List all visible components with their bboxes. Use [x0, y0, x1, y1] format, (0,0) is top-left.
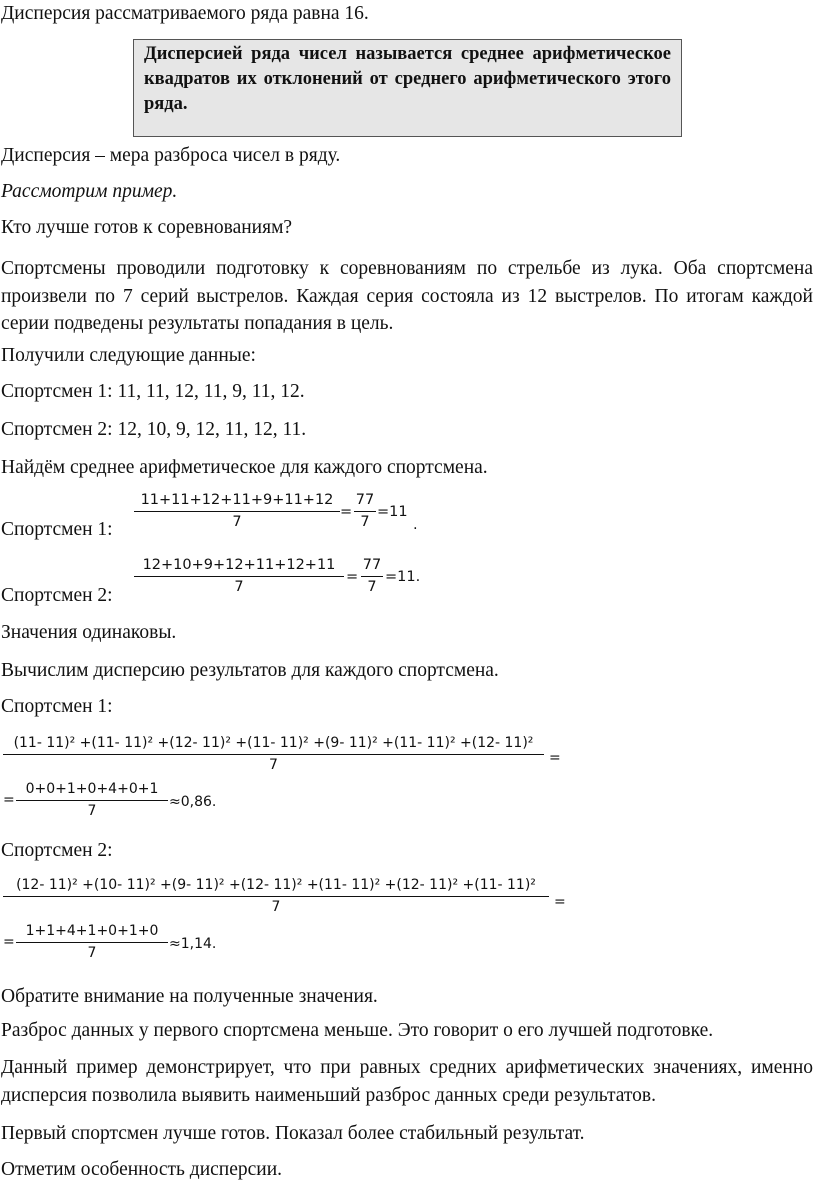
fraction-bar — [134, 511, 340, 512]
mean1-result: =11 — [377, 504, 408, 520]
fraction-bar — [3, 896, 549, 897]
fraction-bar — [134, 576, 344, 577]
paragraph: Кто лучше готов к соревнованиям? — [1, 217, 293, 238]
definition-text: Дисперсией ряда чисел называется среднее арифметическое квадратов их отклонений от среднего арифметического этого ряда. — [144, 44, 671, 114]
mean2-denominator: 7 — [234, 579, 244, 596]
numerator: 0+0+1+0+4+0+1 — [25, 781, 159, 797]
numerator: 1+1+4+1+0+1+0 — [25, 923, 159, 939]
fraction-bar — [361, 576, 383, 577]
fraction-bar — [354, 511, 376, 512]
paragraph: Данный пример демонстрирует, что при равных средних арифметических значениях, именно дисперсия позволила выявить наименьший разброс данных среди результатов. — [1, 1057, 813, 1106]
paragraph: Отметим особенность дисперсии. — [1, 1159, 283, 1180]
numerator: 77 — [355, 492, 375, 508]
example-heading: Рассмотрим пример. — [1, 181, 178, 202]
period: . — [413, 517, 418, 533]
mean1-fraction-2 — [354, 491, 376, 531]
data-line-athlete-2: Спортсмен 2: 12, 10, 9, 12, 11, 12, 11. — [1, 419, 307, 440]
mean1-fraction — [134, 491, 340, 531]
paragraph: Дисперсия – мера разброса чисел в ряду. — [1, 145, 341, 166]
definition-box — [133, 39, 682, 137]
paragraph: Значения одинаковы. — [1, 622, 177, 643]
equals-sign: = — [346, 569, 359, 585]
fraction-bar — [16, 800, 168, 801]
denominator: 7 — [367, 579, 377, 596]
label-athlete-2: Спортсмен 2: — [1, 840, 113, 861]
label-athlete-1: Спортсмен 1: — [1, 519, 113, 540]
variance1-numerator: (11- 11)² +(11- 11)² +(12- 11)² +(11- 11)² +(9- 11)² +(11- 11)² +(12- 11)² — [13, 735, 534, 751]
label-athlete-1: Спортсмен 1: — [1, 696, 113, 717]
numerator: 77 — [362, 557, 382, 573]
fraction-bar — [3, 754, 544, 755]
variance2-result: ≈1,14. — [169, 936, 217, 952]
equals-sign: = — [3, 792, 15, 808]
paragraph: Обратите внимание на полученные значения. — [1, 986, 378, 1007]
paragraph: Вычислим дисперсию результатов для каждого спортсмена. — [1, 660, 499, 681]
paragraph: Первый спортсмен лучше готов. Показал более стабильный результат. — [1, 1123, 585, 1144]
variance2-numerator: (12- 11)² +(10- 11)² +(9- 11)² +(12- 11)² +(11- 11)² +(12- 11)² +(11- 11)² — [16, 877, 536, 893]
equals-sign: = — [549, 750, 561, 766]
variance1-fraction-2 — [16, 780, 168, 820]
mean2-result: =11. — [385, 569, 421, 585]
equals-sign: = — [3, 934, 15, 950]
variance2-fraction-2 — [16, 922, 168, 962]
paragraph: Найдём среднее арифметическое для каждого спортсмена. — [1, 457, 488, 478]
denominator: 7 — [360, 514, 370, 531]
intro-line: Дисперсия рассматриваемого ряда равна 16. — [1, 3, 369, 24]
fraction-bar — [16, 942, 168, 943]
data-line-athlete-1: Спортсмен 1: 11, 11, 12, 11, 9, 11, 12. — [1, 381, 305, 402]
paragraph: Разброс данных у первого спортсмена меньше. Это говорит о его лучшей подготовке. — [1, 1020, 714, 1041]
paragraph: Спортсмены проводили подготовку к соревнованиям по стрельбе из лука. Оба спортсмена произвели по 7 серий выстрелов. Каждая серия состояла из 12 выстрелов. По итогам каждой серии подведены результаты попадания в цель. — [1, 258, 813, 334]
denominator: 7 — [87, 945, 97, 962]
variance2-denominator: 7 — [271, 899, 281, 916]
paragraph: Получили следующие данные: — [1, 345, 256, 366]
variance1-fraction — [3, 734, 544, 774]
variance1-denominator: 7 — [269, 757, 278, 774]
variance2-fraction — [3, 876, 549, 916]
mean1-numerator: 11+11+12+11+9+11+12 — [140, 492, 334, 508]
mean2-numerator: 12+10+9+12+11+12+11 — [142, 557, 336, 573]
mean1-denominator: 7 — [232, 514, 242, 531]
equals-sign: = — [554, 894, 566, 910]
mean2-fraction — [134, 556, 344, 596]
variance1-result: ≈0,86. — [169, 794, 217, 810]
equals-sign: = — [340, 504, 353, 520]
mean2-fraction-2 — [361, 556, 383, 596]
label-athlete-2: Спортсмен 2: — [1, 585, 113, 606]
denominator: 7 — [87, 803, 97, 820]
